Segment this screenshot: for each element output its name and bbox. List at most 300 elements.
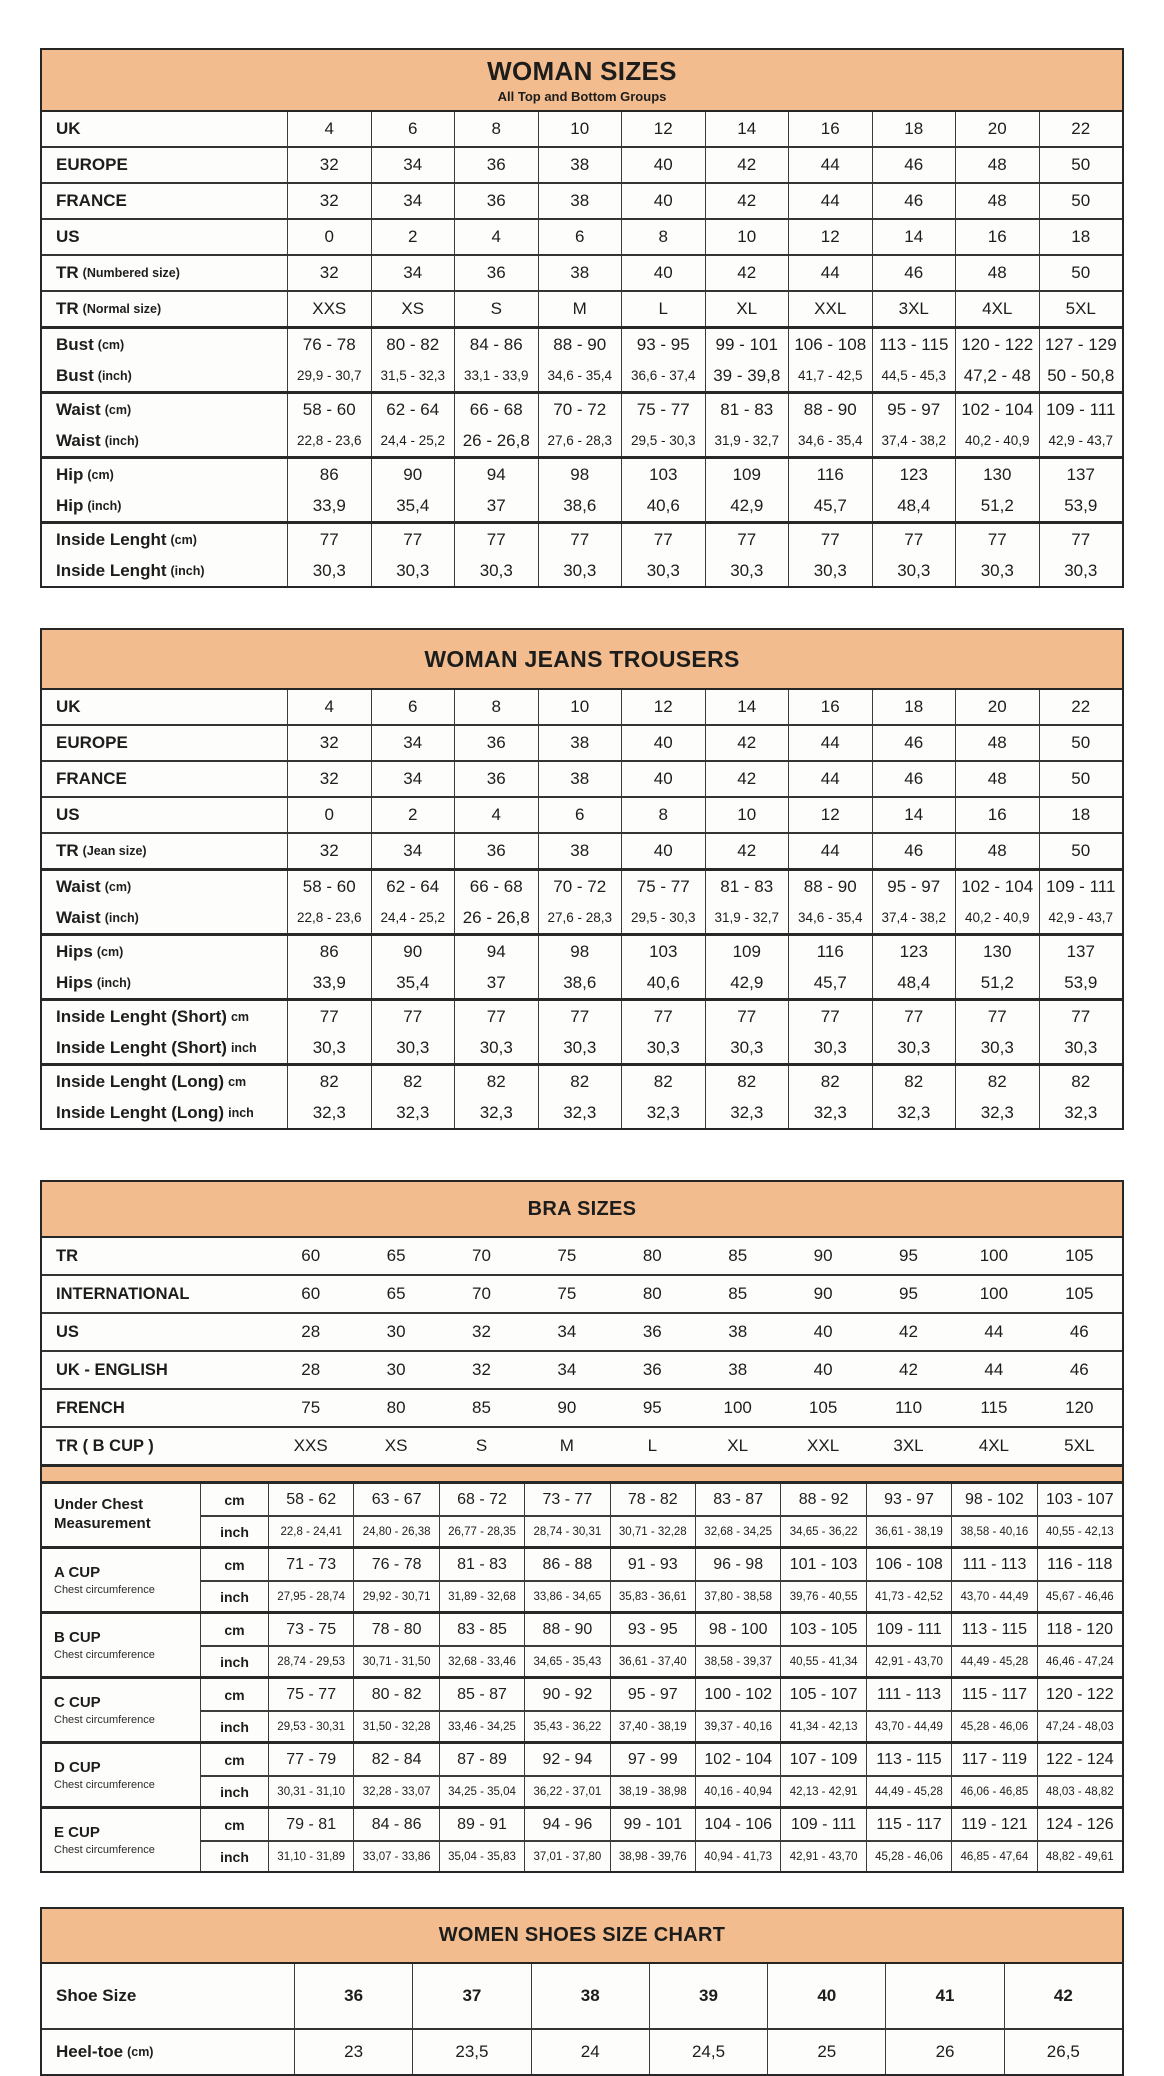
row-label-sub: (inch)	[87, 498, 122, 513]
unit-cell: cm	[200, 1809, 268, 1840]
value-cell: 127 - 129	[1039, 329, 1123, 360]
row-label-main: TR	[56, 841, 79, 860]
row-label	[42, 425, 287, 456]
size-row	[42, 1388, 1122, 1426]
value-cell: 90	[813, 1284, 833, 1303]
value-cell: 36	[454, 148, 538, 182]
value-cell: 137	[1039, 936, 1123, 967]
value-cell: 32	[472, 1322, 491, 1341]
value-cell: 30,3	[872, 1032, 956, 1063]
row-label	[42, 871, 287, 902]
value-cell: 26,5	[1004, 2030, 1122, 2074]
unit-cell: cm	[200, 1744, 268, 1775]
value-cell: 98 - 100	[695, 1614, 780, 1645]
value-cell: 76 - 78	[353, 1549, 438, 1580]
value-cell: 44	[984, 1360, 1004, 1379]
cup-label-sub: Chest circumference	[54, 1649, 155, 1662]
cup-label-main: C CUP	[54, 1693, 101, 1711]
value-cell: 50	[1039, 762, 1123, 796]
row-label	[42, 798, 287, 832]
value-cell: 47,2 - 48	[955, 360, 1039, 391]
value-cell: 45,67 - 46,46	[1037, 1580, 1122, 1611]
unit-cell: cm	[200, 1484, 268, 1515]
row-label-main: Inside Lenght	[56, 560, 167, 580]
value-cell: 46	[872, 148, 956, 182]
value-cell: 34,6 - 35,4	[788, 425, 872, 456]
size-row	[42, 182, 1122, 218]
value-cell: 88 - 90	[788, 394, 872, 425]
value-cell: 85 - 87	[439, 1679, 524, 1710]
value-cell: XL	[705, 292, 789, 326]
size-row	[42, 902, 1122, 933]
value-cell: 88 - 92	[780, 1484, 865, 1515]
value-cell: 46	[872, 834, 956, 868]
value-cell: 4	[287, 690, 371, 724]
value-cell: 37	[412, 1964, 530, 2028]
value-cell: 37,4 - 38,2	[872, 902, 956, 933]
value-cell: 77	[371, 524, 455, 555]
section-pair	[42, 456, 1122, 521]
value-cell: 88 - 90	[788, 871, 872, 902]
value-cell: 5XL	[1039, 292, 1123, 326]
value-cell: 14	[872, 798, 956, 832]
unit-cell: inch	[200, 1515, 268, 1546]
value-cell: 44,49 - 45,28	[951, 1645, 1036, 1676]
section-cup	[42, 1546, 1122, 1611]
row-label-main: Hip	[56, 495, 84, 515]
value-cell: 75 - 77	[268, 1679, 353, 1710]
value-cell: 35,04 - 35,83	[439, 1840, 524, 1871]
value-cell: 45,7	[788, 967, 872, 998]
value-cell: 10	[705, 220, 789, 254]
row-label-sub: (cm)	[170, 532, 197, 547]
value-cell: 14	[872, 220, 956, 254]
value-cell: 34	[371, 834, 455, 868]
value-cell: 34	[371, 256, 455, 290]
value-cell: 78 - 80	[353, 1614, 438, 1645]
value-cell: 31,5 - 32,3	[371, 360, 455, 391]
row-label-main: Inside Lenght (Long)	[56, 1071, 225, 1091]
value-cell: 40,55 - 41,34	[780, 1645, 865, 1676]
value-cell: 99 - 101	[705, 329, 789, 360]
value-cell: 34	[371, 726, 455, 760]
value-cell: 100	[979, 1246, 1009, 1265]
row-label-main: Bust	[56, 334, 94, 354]
value-cell: 44	[788, 762, 872, 796]
value-cell: 77	[872, 524, 956, 555]
value-cell: M	[538, 292, 622, 326]
value-cell: 30,3	[454, 555, 538, 586]
value-cell: 44	[788, 148, 872, 182]
size-row	[42, 1274, 1122, 1312]
value-cell: 40,6	[621, 490, 705, 521]
value-cell: 90	[371, 459, 455, 490]
value-cell: 28,74 - 29,53	[268, 1645, 353, 1676]
value-cell: 16	[788, 112, 872, 146]
value-cell: 42	[899, 1360, 918, 1379]
value-cell: 42,13 - 42,91	[780, 1775, 865, 1806]
value-cell: 30,31 - 31,10	[268, 1775, 353, 1806]
value-cell: 32,3	[872, 1097, 956, 1128]
unit-cell: inch	[200, 1580, 268, 1611]
value-cell: 38,6	[538, 967, 622, 998]
value-cell: 32,68 - 33,46	[439, 1645, 524, 1676]
value-cell: 105	[1065, 1246, 1094, 1265]
value-cell: 32,3	[788, 1097, 872, 1128]
cup-label	[42, 1809, 200, 1871]
value-cell: 30,3	[371, 1032, 455, 1063]
value-cell: 38,58 - 39,37	[695, 1645, 780, 1676]
row-label-sub: inch	[230, 1040, 257, 1055]
value-cell: 123	[872, 936, 956, 967]
value-cell: 77	[538, 524, 622, 555]
value-cell: 40,2 - 40,9	[955, 902, 1039, 933]
value-cell: 42,9 - 43,7	[1039, 902, 1123, 933]
value-cell: 22	[1039, 690, 1123, 724]
size-row	[42, 967, 1122, 998]
value-cell: 32,3	[371, 1097, 455, 1128]
row-label-main: Waist	[56, 907, 101, 927]
value-cell: 27,6 - 28,3	[538, 425, 622, 456]
section-single	[42, 690, 1122, 868]
unit-cell: inch	[200, 1840, 268, 1871]
value-cell: 34	[557, 1322, 577, 1341]
value-cell: 44	[788, 184, 872, 218]
value-cell: 30,3	[538, 555, 622, 586]
value-cell: 100	[723, 1398, 752, 1417]
size-row	[42, 1964, 1122, 2028]
section-pair	[42, 868, 1122, 933]
row-label-sub: (cm)	[104, 402, 132, 417]
value-cell: 111 - 113	[951, 1549, 1036, 1580]
value-cell: 42,9 - 43,7	[1039, 425, 1123, 456]
value-cell: 81 - 83	[705, 394, 789, 425]
value-cell: 82	[454, 1066, 538, 1097]
row-label-sub: (cm)	[97, 337, 125, 352]
section-single	[42, 112, 1122, 326]
value-cell: 42,91 - 43,70	[866, 1645, 951, 1676]
row-label-sub: (cm)	[96, 944, 124, 959]
value-cell: 38	[538, 184, 622, 218]
value-cell: 84 - 86	[353, 1809, 438, 1840]
value-cell: 93 - 95	[610, 1614, 695, 1645]
value-cell: 30,3	[454, 1032, 538, 1063]
value-cell: 37,01 - 37,80	[524, 1840, 609, 1871]
value-cell: 105	[1065, 1284, 1094, 1303]
size-row	[42, 1350, 1122, 1388]
value-cell: 32,3	[621, 1097, 705, 1128]
value-cell: 34	[557, 1360, 577, 1379]
value-cell: 40,94 - 41,73	[695, 1840, 780, 1871]
size-row	[42, 555, 1122, 586]
value-cell: XS	[371, 292, 455, 326]
value-cell: 32	[287, 726, 371, 760]
value-cell: 42	[705, 726, 789, 760]
row-label-sub: (inch)	[97, 368, 132, 383]
value-cell: 46,06 - 46,85	[951, 1775, 1036, 1806]
value-cell: 36	[642, 1360, 662, 1379]
value-cell: 100	[979, 1284, 1009, 1303]
value-cell: L	[621, 292, 705, 326]
value-cell: 41,73 - 42,52	[866, 1580, 951, 1611]
value-cell: 12	[621, 112, 705, 146]
value-cell: 6	[538, 220, 622, 254]
size-row	[42, 254, 1122, 290]
value-cell: 65	[386, 1284, 406, 1303]
unit-cell: inch	[200, 1645, 268, 1676]
row-label	[42, 1352, 268, 1388]
value-cell: 37	[454, 967, 538, 998]
size-row	[42, 490, 1122, 521]
value-cell: 4	[454, 220, 538, 254]
table-header	[42, 1182, 1122, 1238]
row-label	[42, 1964, 294, 2028]
row-label	[42, 459, 287, 490]
value-cell: 26,77 - 28,35	[439, 1515, 524, 1546]
size-row	[42, 394, 1122, 425]
value-cell: XXS	[293, 1436, 328, 1455]
row-label-main: EUROPE	[56, 733, 128, 752]
value-cell: 103 - 107	[1037, 1484, 1122, 1515]
value-cell: 8	[621, 220, 705, 254]
cup-group	[42, 1484, 1122, 1546]
value-cell: 16	[955, 798, 1039, 832]
value-cell: 111 - 113	[866, 1679, 951, 1710]
value-cell: 35,83 - 36,61	[610, 1580, 695, 1611]
value-cell: 45,28 - 46,06	[866, 1840, 951, 1871]
value-cell: 4XL	[955, 292, 1039, 326]
value-cell: 22,8 - 23,6	[287, 425, 371, 456]
value-cell: 46	[1069, 1322, 1089, 1341]
table-title: WOMEN SHOES SIZE CHART	[438, 1924, 726, 1946]
size-row	[42, 871, 1122, 902]
row-label-main: Inside Lenght	[56, 529, 167, 549]
value-cell: 83 - 85	[439, 1614, 524, 1645]
value-cell: 105 - 107	[780, 1679, 865, 1710]
value-cell: 26 - 26,8	[454, 902, 538, 933]
value-cell: 86	[287, 459, 371, 490]
size-row	[42, 360, 1122, 391]
value-cell: 82	[538, 1066, 622, 1097]
table-woman-sizes	[40, 48, 1124, 588]
size-row	[42, 1312, 1122, 1350]
value-cell: 4	[454, 798, 538, 832]
cup-label-sub: Chest circumference	[54, 1779, 155, 1792]
row-label-main: Bust	[56, 365, 94, 385]
value-cell: 38	[728, 1360, 748, 1379]
value-cell: 73 - 75	[268, 1614, 353, 1645]
value-cell: 60	[301, 1284, 321, 1303]
value-cell: 70 - 72	[538, 394, 622, 425]
value-cell: 77	[621, 524, 705, 555]
value-cell: 32,3	[1039, 1097, 1123, 1128]
value-cell: 77	[955, 524, 1039, 555]
value-cell: 31,50 - 32,28	[353, 1710, 438, 1741]
value-cell: 109	[705, 459, 789, 490]
value-cell: 30,3	[371, 555, 455, 586]
value-cell: 90	[813, 1246, 833, 1265]
value-cell: 40,6	[621, 967, 705, 998]
value-cell: 42,9	[705, 490, 789, 521]
value-cell: 107 - 109	[780, 1744, 865, 1775]
value-cell: 113 - 115	[872, 329, 956, 360]
value-cell: 48	[955, 256, 1039, 290]
cup-group	[42, 1679, 1122, 1741]
row-label	[42, 220, 287, 254]
value-cell: 36,61 - 37,40	[610, 1645, 695, 1676]
value-cell: 29,53 - 30,31	[268, 1710, 353, 1741]
section-single	[42, 1238, 1122, 1464]
value-cell: 95	[899, 1246, 918, 1265]
value-cell: 30,3	[872, 555, 956, 586]
section-pair	[42, 998, 1122, 1063]
value-cell: 86 - 88	[524, 1549, 609, 1580]
value-cell: 42,91 - 43,70	[780, 1840, 865, 1871]
value-cell: 82	[371, 1066, 455, 1097]
value-cell: 84 - 86	[454, 329, 538, 360]
value-cell: 115 - 117	[951, 1679, 1036, 1710]
row-label	[42, 1001, 287, 1032]
row-label-main: Hip	[56, 464, 84, 484]
value-cell: 34,6 - 35,4	[788, 902, 872, 933]
row-label	[42, 524, 287, 555]
row-label-main: INTERNATIONAL	[56, 1284, 190, 1303]
value-cell: 83 - 87	[695, 1484, 780, 1515]
value-cell: 33,9	[287, 967, 371, 998]
value-cell: 97 - 99	[610, 1744, 695, 1775]
value-cell: 14	[705, 690, 789, 724]
size-chart-page	[40, 48, 1124, 2076]
value-cell: 116	[788, 936, 872, 967]
value-cell: 18	[872, 690, 956, 724]
row-label-main: Inside Lenght (Short)	[56, 1037, 227, 1057]
value-cell: 42	[705, 148, 789, 182]
row-label	[42, 292, 287, 326]
value-cell: 88 - 90	[524, 1614, 609, 1645]
value-cell: 53,9	[1039, 490, 1123, 521]
value-cell: 119 - 121	[951, 1809, 1036, 1840]
cup-label	[42, 1744, 200, 1806]
value-cell: 18	[872, 112, 956, 146]
value-cell: 79 - 81	[268, 1809, 353, 1840]
cup-group	[42, 1614, 1122, 1676]
value-cell: 66 - 68	[454, 871, 538, 902]
value-cell: 75 - 77	[621, 394, 705, 425]
value-cell: 33,86 - 34,65	[524, 1580, 609, 1611]
value-cell: 120 - 122	[955, 329, 1039, 360]
row-label	[42, 2030, 294, 2074]
value-cell: 80 - 82	[371, 329, 455, 360]
section-pair	[42, 1063, 1122, 1128]
value-cell: 95	[899, 1284, 918, 1303]
value-cell: 36	[454, 834, 538, 868]
value-cell: 42	[899, 1322, 918, 1341]
value-cell: 44	[788, 256, 872, 290]
value-cell: 16	[955, 220, 1039, 254]
value-cell: 22,8 - 24,41	[268, 1515, 353, 1546]
row-label	[42, 1390, 268, 1426]
value-cell: 6	[538, 798, 622, 832]
value-cell: 102 - 104	[955, 394, 1039, 425]
value-cell: 32	[287, 256, 371, 290]
value-cell: 100 - 102	[695, 1679, 780, 1710]
value-cell: 109 - 111	[780, 1809, 865, 1840]
value-cell: 12	[788, 220, 872, 254]
value-cell: 75	[557, 1284, 577, 1303]
value-cell: 102 - 104	[695, 1744, 780, 1775]
row-label	[42, 762, 287, 796]
value-cell: 0	[287, 220, 371, 254]
row-label-main: Inside Lenght (Short)	[56, 1006, 227, 1026]
value-cell: 3XL	[872, 292, 956, 326]
value-cell: 113 - 115	[866, 1744, 951, 1775]
value-cell: 40,55 - 42,13	[1037, 1515, 1122, 1546]
value-cell: 104 - 106	[695, 1809, 780, 1840]
value-cell: 95 - 97	[872, 394, 956, 425]
value-cell: 39	[649, 1964, 767, 2028]
row-label-main: Waist	[56, 430, 101, 450]
value-cell: 85	[728, 1246, 748, 1265]
row-label	[42, 834, 287, 868]
row-label-main: Shoe Size	[56, 1986, 137, 2005]
section-cup	[42, 1806, 1122, 1871]
value-cell: 37,40 - 38,19	[610, 1710, 695, 1741]
row-label	[42, 1097, 287, 1128]
value-cell: 44	[788, 726, 872, 760]
value-cell: 98	[538, 936, 622, 967]
value-cell: 38,6	[538, 490, 622, 521]
size-row	[42, 1001, 1122, 1032]
section-cup	[42, 1741, 1122, 1806]
value-cell: 122 - 124	[1037, 1744, 1122, 1775]
size-row	[42, 1426, 1122, 1464]
value-cell: 40,2 - 40,9	[955, 425, 1039, 456]
value-cell: XXL	[788, 292, 872, 326]
value-cell: 90	[371, 936, 455, 967]
value-cell: 60	[301, 1246, 321, 1265]
table-bra-sizes	[40, 1180, 1124, 1873]
cup-label-main: D CUP	[54, 1758, 101, 1776]
row-label	[42, 967, 287, 998]
value-cell: 38	[538, 834, 622, 868]
section-cup	[42, 1481, 1122, 1546]
value-cell: 33,46 - 34,25	[439, 1710, 524, 1741]
value-cell: 120 - 122	[1037, 1679, 1122, 1710]
row-label-main: TR	[56, 1246, 78, 1265]
value-cell: 36	[454, 762, 538, 796]
row-label-main: Waist	[56, 399, 101, 419]
value-cell: 46	[872, 256, 956, 290]
row-label	[42, 902, 287, 933]
row-label-main: TR ( B CUP )	[56, 1436, 154, 1455]
value-cell: 77	[1039, 524, 1123, 555]
row-label-main: TR	[56, 263, 79, 282]
cup-label-main: B CUP	[54, 1628, 101, 1646]
value-cell: 85	[728, 1284, 748, 1303]
section-pair	[42, 326, 1122, 391]
value-cell: 115 - 117	[866, 1809, 951, 1840]
value-cell: 99 - 101	[610, 1809, 695, 1840]
unit-cell: cm	[200, 1549, 268, 1580]
cup-group	[42, 1809, 1122, 1871]
value-cell: 46	[872, 184, 956, 218]
value-cell: 89 - 91	[439, 1809, 524, 1840]
value-cell: 82 - 84	[353, 1744, 438, 1775]
value-cell: 41	[885, 1964, 1003, 2028]
unit-cell: cm	[200, 1679, 268, 1710]
value-cell: 14	[705, 112, 789, 146]
value-cell: 110	[894, 1398, 923, 1417]
